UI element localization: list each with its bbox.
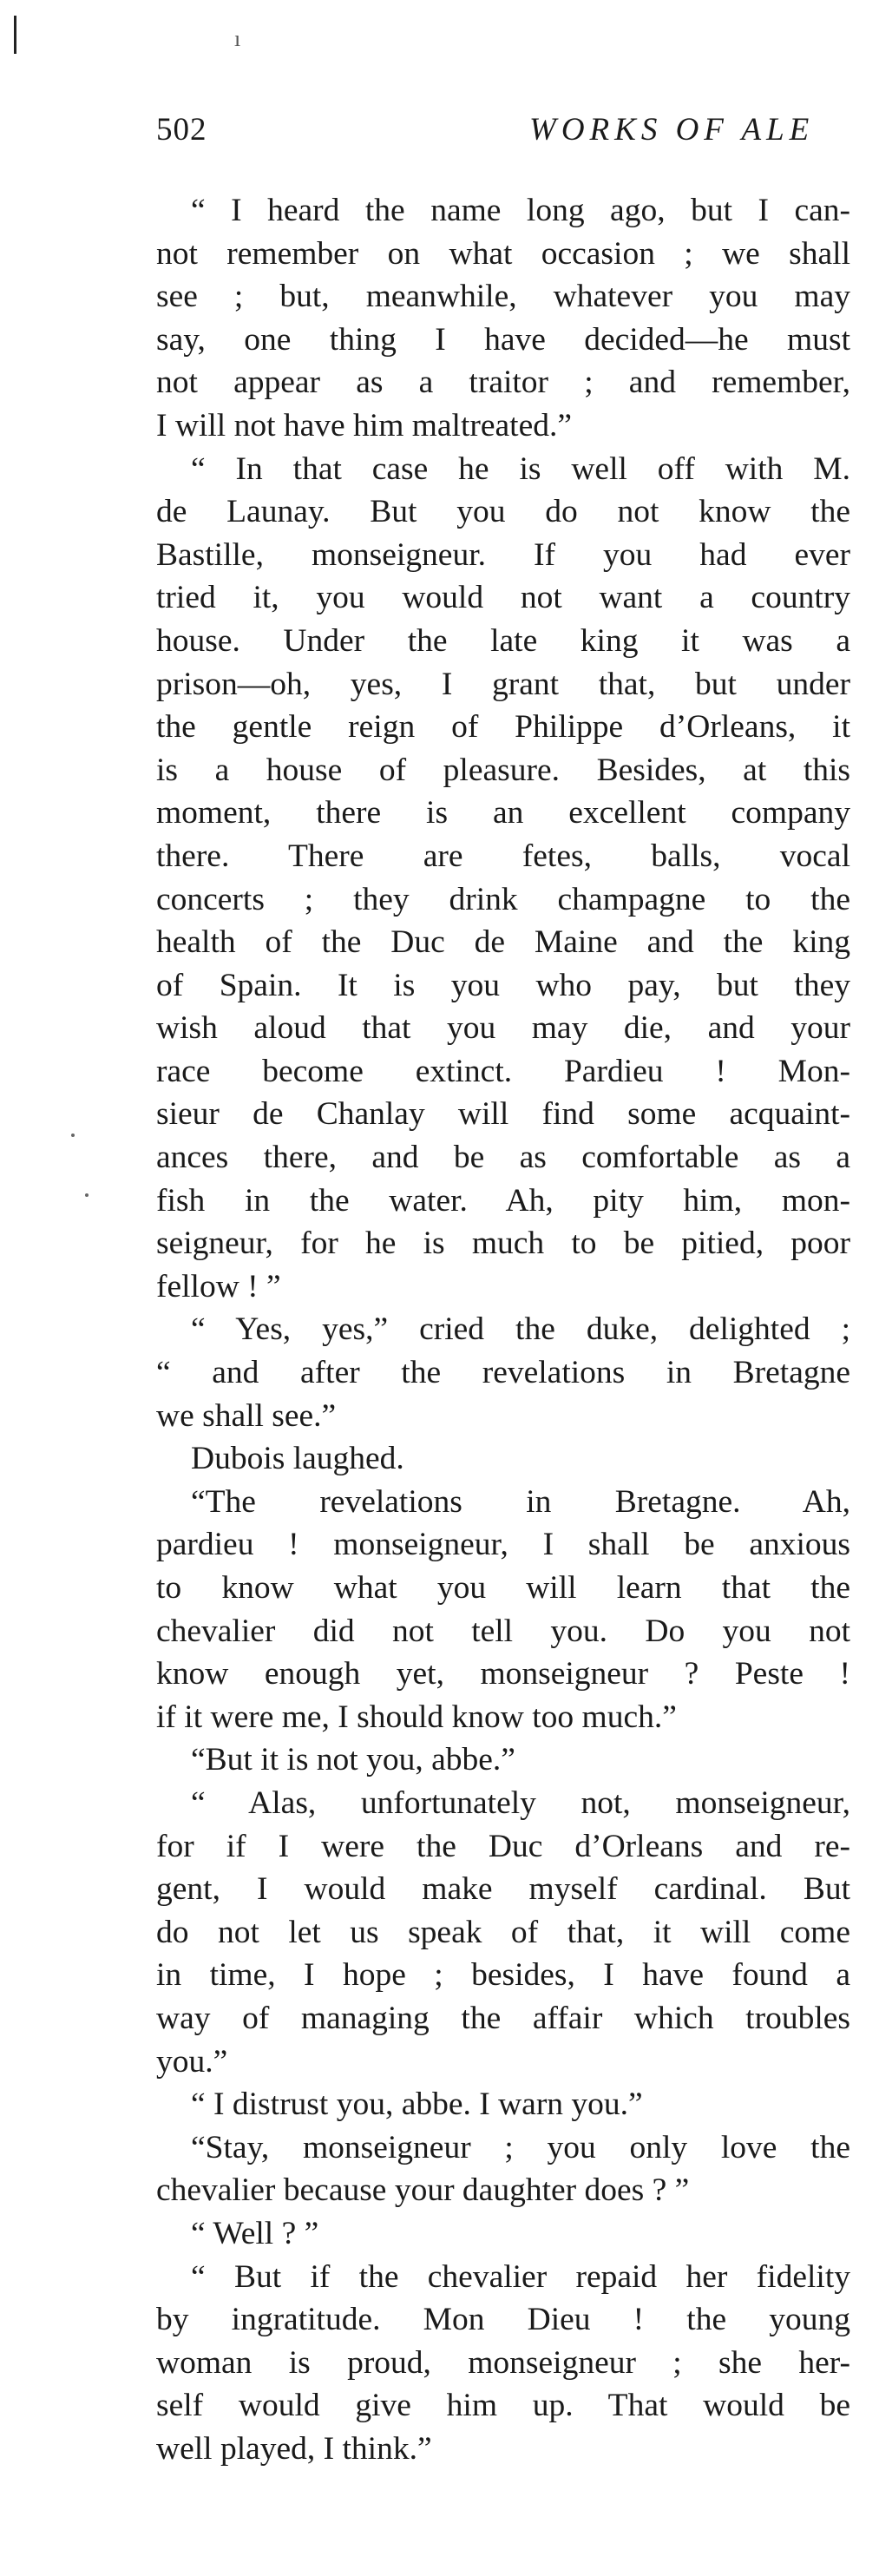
paragraph-first-line: “Stay, monseigneur ; you only love the <box>191 2129 850 2165</box>
paragraph-line: do not let us speak of that, it will come <box>156 1914 850 1950</box>
paragraph-line: wish aloud that you may die, and your <box>156 1010 850 1047</box>
paragraph-line: you.” <box>156 2043 228 2080</box>
paragraph-line: by ingratitude. Mon Dieu ! the young <box>156 2302 850 2338</box>
paragraph-line: woman is proud, monseigneur ; she her- <box>156 2344 850 2381</box>
paragraph-first-line: “ I distrust you, abbe. I warn you.” <box>191 2086 643 2123</box>
top-mark: ı <box>234 26 241 51</box>
page-edge-mark <box>14 16 16 54</box>
paragraph-line: self would give him up. That would be <box>156 2388 850 2424</box>
paragraph-line: concerts ; they drink champagne to the <box>156 881 850 917</box>
paragraph-line: not appear as a traitor ; and remember, <box>156 365 850 401</box>
paragraph-line: chevalier did not tell you. Do you not <box>156 1613 850 1649</box>
paragraph-line: for if I were the Duc d’Orleans and re- <box>156 1828 850 1864</box>
paragraph-line: see ; but, meanwhile, whatever you may <box>156 279 850 315</box>
paragraph-line: de Launay. But you do not know the <box>156 494 850 530</box>
paragraph-line: fellow ! ” <box>156 1268 281 1304</box>
margin-speck <box>71 1134 75 1137</box>
paragraph-line: ances there, and be as comfortable as a <box>156 1140 850 1176</box>
paragraph-line: the gentle reign of Philippe d’Orleans, it <box>156 709 850 746</box>
paragraph-first-line: “ In that case he is well off with M. <box>191 450 850 487</box>
paragraph-line: we shall see.” <box>156 1397 337 1434</box>
paragraph-line: of Spain. It is you who pay, but they <box>156 967 850 1003</box>
paragraph-line: race become extinct. Pardieu ! Mon- <box>156 1053 850 1089</box>
paragraph-line: sieur de Chanlay will find some acquaint- <box>156 1096 850 1133</box>
paragraph-line: chevalier because your daughter does ? ” <box>156 2172 690 2209</box>
paragraph-line: prison—oh, yes, I grant that, but under <box>156 666 850 702</box>
page-number: 502 <box>156 112 207 148</box>
paragraph-first-line: “ Alas, unfortunately not, monseigneur, <box>191 1784 850 1821</box>
paragraph-first-line: “ Yes, yes,” cried the duke, delighted ; <box>191 1311 850 1348</box>
paragraph-line: say, one thing I have decided—he must <box>156 321 850 358</box>
paragraph-line: house. Under the late king it was a <box>156 622 850 659</box>
running-head: WORKS OF ALE <box>529 112 815 148</box>
paragraph-line: tried it, you would not want a country <box>156 580 850 616</box>
margin-speck <box>85 1193 89 1197</box>
paragraph-first-line: “ I heard the name long ago, but I can- <box>191 193 850 228</box>
paragraph-line: know enough yet, monseigneur ? Peste ! <box>156 1656 850 1692</box>
paragraph-line: fish in the water. Ah, pity him, mon- <box>156 1182 850 1219</box>
paragraph-line: health of the Duc de Maine and the king <box>156 924 850 961</box>
paragraph-line: not remember on what occasion ; we shall <box>156 235 850 272</box>
paragraph-line: there. There are fetes, balls, vocal <box>156 838 850 874</box>
paragraph-line: to know what you will learn that the <box>156 1570 850 1606</box>
paragraph-line: gent, I would make myself cardinal. But <box>156 1871 850 1908</box>
page-header <box>156 111 868 154</box>
paragraph-first-line: Dubois laughed. <box>191 1441 404 1477</box>
paragraph-first-line: “But it is not you, abbe.” <box>191 1742 515 1778</box>
paragraph-line: if it were me, I should know too much.” <box>156 1699 677 1735</box>
paragraph-line: pardieu ! monseigneur, I shall be anxious <box>156 1527 850 1563</box>
paragraph-line: way of managing the affair which troubles <box>156 2000 850 2036</box>
paragraph-line: moment, there is an excellent company <box>156 795 850 831</box>
paragraph-first-line: “The revelations in Bretagne. Ah, <box>191 1483 850 1520</box>
paragraph-line: is a house of pleasure. Besides, at this <box>156 752 850 788</box>
paragraph-line: Bastille, monseigneur. If you had ever <box>156 536 850 573</box>
paragraph-line: in time, I hope ; besides, I have found a <box>156 1957 850 1994</box>
paragraph-first-line: “ Well ? ” <box>191 2215 319 2251</box>
paragraph-line: “ and after the revelations in Bretagne <box>156 1355 850 1391</box>
paragraph-line: seigneur, for he is much to be pitied, poor <box>156 1226 850 1262</box>
paragraph-line: well played, I think.” <box>156 2430 432 2467</box>
paragraph-first-line: “ But if the chevalier repaid her fidelity <box>191 2258 850 2295</box>
body-text <box>156 189 850 2470</box>
paragraph-line: I will not have him maltreated.” <box>156 407 573 444</box>
